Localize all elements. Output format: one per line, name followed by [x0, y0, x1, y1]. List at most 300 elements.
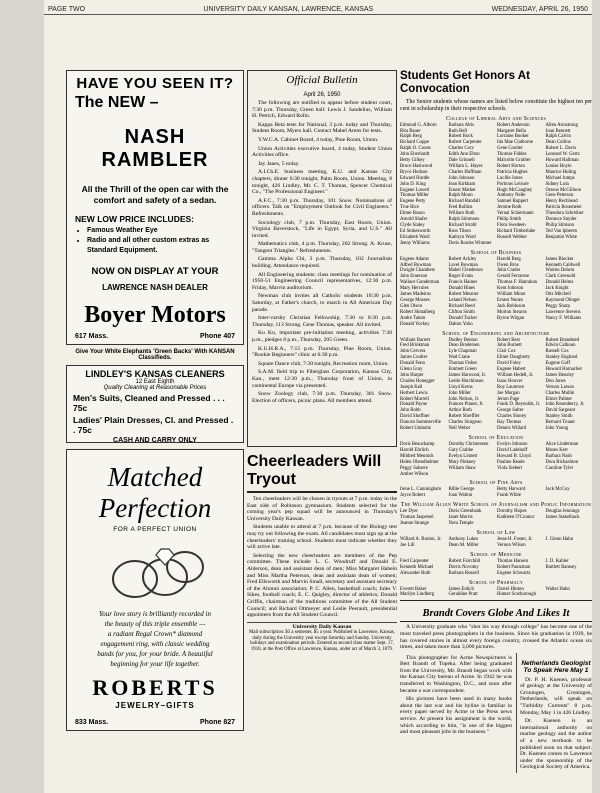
bulletin-title: Official Bulletin: [286, 74, 358, 86]
brandt-columns: [400, 653, 592, 773]
honoree-name: Glen Olson: [400, 303, 422, 309]
honoree-name: William Minor: [497, 292, 526, 298]
nash-address: 617 Mass.: [75, 333, 109, 340]
honoree-name: Wad Crane: [448, 355, 470, 361]
honoree-name: Bruce Haslwood: [400, 163, 433, 169]
nash-company: Boyer Motors: [84, 302, 226, 328]
honoree-name: Marilyn Lindberg: [400, 592, 435, 598]
honoree-name: Elmer Russo: [400, 211, 425, 217]
lindley-price-dresses: Ladies' Plain Dresses, Cl. and Pressed . . 75c: [73, 415, 234, 435]
honoree-name: Robert Best: [497, 337, 520, 343]
page-header: [44, 4, 592, 15]
honoree-list: [400, 257, 592, 328]
lindley-address: 12 East Eighth: [135, 379, 175, 385]
roberts-copy-line: bands for you, for your bride. A beautiful: [97, 650, 213, 658]
honoree-name: Jesse H. Foster, Jr.: [497, 536, 533, 542]
honoree-name: Clair Cox: [497, 349, 516, 355]
honoree-name: Vernal Schiermann: [497, 211, 534, 217]
honoree-name: Walter Hahn: [545, 586, 570, 592]
official-bulletin: [247, 70, 397, 447]
honoree-name: Byron Wirgan: [497, 315, 525, 321]
nash-the-new: The NEW –: [75, 94, 159, 111]
honoree-name: Dora Richardson: [545, 459, 579, 465]
honoree-list: [400, 338, 592, 433]
cheerleaders-article: [247, 453, 397, 653]
honoree-name: Neil Weber: [448, 426, 471, 432]
honoree-name: Ruth Bell: [448, 128, 468, 134]
geologist-article: [516, 653, 592, 773]
honoree-name: Thomas Miller: [400, 193, 429, 199]
nash-thrill: All the Thrill of the open car with the comfort and safety of a sedan.: [81, 184, 229, 205]
honoree-name: Howard Harnacher: [545, 367, 583, 373]
honoree-name: Charles Cory: [448, 146, 474, 152]
honoree-name: Owen Bros: [497, 262, 519, 268]
bulletin-item: A.F.C., 7:30 p.m. Thursday, 101 Snow. Nominations of officers. Talk on "Employment Outlook for Civil Engineers." Refreshments.: [252, 197, 392, 217]
honoree-name: Dorothy Christensen: [448, 442, 489, 447]
lindley-name: LINDLEY'S KANSAS CLEANERS: [85, 369, 225, 379]
roberts-copy: [75, 609, 235, 669]
bulletin-item: Y.W.C.A. Cabinet Board, 4 today, Pine Room, Union.: [258, 136, 379, 143]
bulletin-item: Inter-varsity Christian Fellowship, 7:30 to 8:30 p.m. Thursday, 113 Strong. Gene Thomas, speaker. All invited.: [252, 315, 392, 328]
roberts-copy-line: a radiant Regal Crown* diamond: [107, 630, 203, 638]
honoree-name: Evelyn Linnett: [448, 453, 478, 459]
bulletin-item: The following are notified to appear before student court, 7:30 p.m. Thursday, Green hall: Lewis J. Sandelius, William H. Petrich, Edward Rollo.: [252, 100, 392, 120]
article-paragraph: Ten cheerleaders will be chosen in tryouts at 7 p.m. today in the East side of Robinson gymnasium. Students selected for the coming year's pep squad will be announced in Thursday's University Daily Kansan.: [247, 496, 397, 522]
honoree-name: Eugene Adams: [400, 256, 429, 262]
honoree-name: Don Jones: [545, 378, 566, 384]
honoree-name: Joan Walton: [448, 493, 473, 499]
school-heading: School of Pharmacy: [468, 579, 524, 586]
honoree-name: James Harwood, Jr.: [448, 372, 487, 378]
honoree-name: Peggy Sabarre: [400, 465, 428, 471]
honoree-name: Elmer Daugherty: [497, 355, 531, 361]
honoree-name: Benjamin White: [545, 234, 577, 240]
honoree-name: Robert Carpenter: [448, 140, 482, 146]
honoree-name: John Nelson, Jr.: [448, 396, 480, 402]
honoree-name: Clifton Smith: [448, 309, 475, 315]
bulletin-item: Union Activities executive board, 4 today, Student Union Activities office.: [252, 145, 392, 159]
honoree-name: Ida Mae Clatborne: [497, 140, 533, 146]
section-rule: [400, 621, 592, 622]
honoree-name: Francis Haines: [448, 280, 478, 286]
honoree-name: William Shaw: [448, 465, 476, 471]
honoree-name: Patricia Hughes: [497, 169, 528, 175]
honoree-name: Robert L. Davis: [545, 146, 577, 152]
masthead-text: Mail subscription: $3 a semester, $5 a year. Published in Lawrence, Kansas, daily during the University year except Saturday and Sunday. University holidays and examination periods. Entered as second class matter Sept. 17, 1910, at the Post Office at Lawrence, Kansas, under act of March 3, 1879.: [249, 630, 395, 653]
honoree-name: Dorothy Hopes: [497, 509, 527, 515]
nash-headline: HAVE YOU SEEN IT?: [76, 75, 234, 92]
honoree-name: Dalton Yoho: [448, 321, 473, 327]
honoree-name: Harold Ehrlich: [400, 447, 429, 453]
roberts-type: JEWELRY–GIFTS: [115, 701, 195, 710]
honoree-name: Charles Sturgeon: [448, 420, 482, 426]
geologist-headline: Netherlands Geologist To Speak Here May 1: [521, 659, 591, 675]
bulletin-items: [252, 100, 392, 404]
honoree-name: Vernon Larson: [545, 384, 574, 390]
bulletin-item: Ku Ku, important pre-initiation meeting, activities 7:30 p.m., pledges 8 p.m., Thursday, 205 Green.: [252, 330, 392, 343]
honoree-name: Sidney Lola: [545, 181, 569, 187]
honoree-name: Leslie Hutchinson: [448, 378, 484, 384]
honoree-name: Mabel Clendenon: [448, 268, 483, 274]
roberts-phone: Phone 827: [199, 719, 235, 726]
honoree-name: Edward Hurdle: [400, 175, 430, 181]
honoree-name: Robert Horton: [497, 163, 525, 169]
honoree-list: [400, 123, 592, 247]
honoree-name: Alice Linderman: [545, 442, 579, 447]
honoree-name: Kenneth Caldwell: [545, 262, 581, 268]
honoree-name: John Crader: [497, 268, 521, 274]
honoree-name: Dale Grinnell: [448, 158, 475, 164]
honoree-name: Kathryn Ward: [448, 234, 476, 240]
honoree-name: Ernest Nunez: [497, 297, 523, 303]
honoree-name: Allen Armstrong: [545, 122, 578, 128]
honoree-name: Vernon Wilson: [497, 542, 526, 548]
honoree-name: Everett Baker: [400, 586, 427, 592]
honoree-name: Darrel Hinton: [497, 586, 524, 592]
honoree-name: Ed Stokesworth: [400, 228, 431, 234]
bulletin-item: Gamma Alpha Chi, 3 p.m. Thursday, 102 Journalism building. Attendance required.: [252, 256, 392, 270]
nash-feature: • Radio and all other custom extras as Standard Equipment.: [87, 236, 235, 256]
honoree-name: Donald Payne: [400, 402, 428, 408]
honoree-name: Doris Roules Wimmer: [448, 240, 492, 246]
issue-date: WEDNESDAY, APRIL 26, 1950: [491, 5, 588, 13]
honoree-name: Lucille Jones: [497, 175, 523, 181]
honoree-name: Eugene Lowerl: [400, 187, 430, 193]
honoree-name: Morton Stearns: [497, 309, 527, 315]
honoree-name: Patricia Rosemeier: [545, 205, 582, 211]
honoree-name: Robert Brandsted: [545, 337, 580, 343]
honoree-name: Lloyd Kerns: [448, 384, 473, 390]
honoree-name: Dorance Snyder: [545, 217, 577, 223]
honoree-name: William Hedell, Jr.: [497, 372, 534, 378]
honoree-name: Richard Reed: [448, 303, 475, 309]
honoree-name: Dean Collins: [545, 140, 571, 146]
honoree-name: Charles Shorey: [497, 414, 527, 420]
honoree-name: Douglas Jennings: [545, 509, 580, 515]
cheerleaders-headline: Cheerleaders Will Tryout: [247, 453, 382, 488]
honoree-name: Gene Peterson: [545, 193, 574, 199]
honoree-name: Clark Greenold: [545, 274, 576, 280]
honoree-name: Eugene Petty: [400, 199, 426, 205]
honoree-name: Robert Mesmer: [448, 292, 479, 298]
honoree-name: Jerom Page: [497, 396, 520, 402]
diamond-icon: [156, 549, 174, 565]
honoree-name: George Salter: [497, 408, 524, 414]
brandt-article: [400, 600, 592, 773]
honoree-name: Willard A. Burton, Jr.: [400, 536, 442, 542]
bulletin-item: Newman club invites all Catholic students 10:30 p.m. Saturday, at Father's church, to march in All American Day parade.: [252, 293, 392, 313]
honoree-name: Nora Temple: [448, 521, 474, 527]
honoree-name: Philip Smith: [497, 217, 522, 223]
honoree-name: Ralph Berg: [400, 134, 422, 140]
nash-features-list: [75, 226, 235, 256]
bulletin-date: April 26, 1950: [303, 92, 341, 98]
honoree-name: Hugh McCaughey: [497, 187, 533, 193]
honoree-list: [400, 487, 592, 499]
newspaper-page: [44, 0, 592, 793]
honoree-name: Hunter Scarborough: [497, 592, 537, 598]
honoree-name: Malcolm Grubler: [497, 158, 531, 164]
honoree-name: Donald Tucker: [448, 315, 478, 321]
honoree-name: James Coulter: [400, 355, 428, 361]
honoree-name: Michael Jumps: [545, 175, 575, 181]
brandt-left-column: [400, 653, 512, 773]
honoree-name: Eugene Schwartz: [497, 570, 531, 576]
honoree-name: Thomas Hansen: [497, 558, 529, 564]
honoree-list: [400, 559, 592, 577]
roberts-copy-line: the beauty of this triple ensemble —: [104, 620, 206, 628]
wedding-rings-illustration: [95, 537, 215, 607]
honoree-name: Robert Bock: [448, 134, 473, 140]
honoree-name: Robert Shreffler: [448, 414, 480, 420]
honoree-name: Barbara Nash: [545, 453, 572, 459]
honoree-name: John Emerson: [400, 274, 428, 280]
honoree-name: Ralph O. Coons: [400, 146, 431, 152]
honoree-name: Emmett Green: [448, 367, 477, 373]
honoree-name: Doris Greenbank: [448, 509, 482, 515]
honoree-name: Janet Morris: [448, 515, 473, 521]
honoree-name: Jack Robinson: [497, 303, 526, 309]
honoree-name: Gerald Ferrarese: [497, 274, 530, 280]
honoree-name: Robert Ackley: [448, 256, 477, 262]
honoree-name: Bartlett Ramsey: [545, 564, 577, 570]
honoree-name: Gene Coulter: [497, 146, 523, 152]
honoree-name: James Blocker: [545, 256, 574, 262]
lindley-tagline: Quality Cleaning at Reasonable Prices: [103, 385, 207, 391]
article-paragraph: Selecting the new cheerleaders are members of the Pep committee. These include: L. C. Woodruff and Donald E. Alderson, dean and assistant dean of men; Miss Margaret Habein and Miss Martha Peterson, dean and assistant dean of women; Fred Ellsworth and Marvin Small, secretary and assistant secretary of the Alumni association; P. C. Allen, basketball coach; Jules V. Sikes, football coach; E. C. Quigley, director of athletics; Donald Griffin, chairman of the traditions committee of the All Student Council; and Richard Ottmeyer and Leslie Peerault, presidential appointees from the All Student Council.: [247, 552, 397, 619]
honoree-name: Barbara Russell: [448, 570, 480, 576]
honoree-name: Dwight Chambers: [400, 268, 436, 274]
lindley-price-suits: Men's Suits, Cleaned and Pressed . . . 75c: [73, 393, 225, 413]
article-paragraph: A University graduate who "shot his way through college" has become one of the most traveled press photographers in the business. Since his graduation in 1939, he has covered stories in almost every foreign country, crossed the Atlantic ocean six times, and taken more than 3,000 pictures.: [400, 624, 592, 651]
honoree-name: Joe Morgan: [497, 390, 520, 396]
honoree-name: Moses Kerr: [545, 447, 569, 453]
honoree-name: Kenneth Michael: [400, 564, 434, 570]
honoree-name: John Burnett: [497, 343, 522, 349]
honoree-name: Dorris Novotny: [448, 564, 479, 570]
honoree-name: Warren Dohrm: [545, 268, 575, 274]
roberts-brand: Matched Perfection: [98, 462, 212, 523]
honoree-name: Irene L. Cunningham: [400, 487, 442, 493]
honoree-name: David Shoffner: [400, 414, 430, 420]
honoree-name: Doris Beauchamp: [400, 442, 435, 447]
honoree-name: Philip Stimson: [545, 223, 574, 228]
honoree-name: Charles Honegger: [400, 378, 435, 384]
honoree-name: Kathleen O'Connor: [497, 515, 535, 521]
honoree-name: Alfred Bowman: [400, 262, 432, 268]
classifieds-line: Give Your White Elephants 'Green Backs' With KANSAN Classifieds.: [75, 349, 235, 361]
roberts-copy-line: engagement ring, with classic wedding: [100, 640, 210, 648]
honoree-name: True Rice: [400, 205, 419, 211]
article-paragraph: His pictures have been used in many books about the last war and his byline is familiar in every paper served by Acme or the Press news service. At present his assignment is the world, which according to him, "is one of the biggest and most pleasant jobs in the business.": [400, 696, 512, 736]
school-heading: The William Allen White School of Journalism and Public Information: [400, 502, 592, 509]
honoree-name: Jean Kirkham: [448, 181, 476, 187]
honors-column: [400, 70, 592, 773]
honoree-name: Arnold Shafer: [400, 217, 428, 223]
honoree-name: Helen Obendhelmer: [400, 459, 439, 465]
honoree-name: Howard B. Lloyd: [497, 453, 531, 459]
masthead-box: [247, 622, 397, 653]
honoree-name: Roger Evans: [448, 274, 474, 280]
honoree-name: Louise Hoyle: [545, 163, 572, 169]
roberts-address: 833 Mass.: [75, 719, 109, 726]
honoree-name: Jeanne Strange: [400, 521, 429, 527]
honoree-name: Lawrence Stevens: [545, 309, 581, 315]
honoree-name: Raymond Olinger: [545, 297, 581, 303]
honoree-name: Joan Bennett: [545, 128, 571, 134]
nash-dealer: LAWRENCE NASH DEALER: [102, 283, 208, 292]
roberts-copy-line: beginning for your life together.: [110, 660, 200, 668]
honoree-name: Ross Tilsen: [448, 228, 471, 234]
honoree-name: John Harper: [400, 372, 424, 378]
honoree-name: Mary Hercules: [400, 286, 429, 292]
honoree-name: Dean Brodersen: [448, 343, 480, 349]
ads-column: [66, 70, 244, 731]
bulletin-item: Mathematics club, 4 p.m. Thursday, 202 Strong. A. Kruse, "Tangent Triangles." Refreshments.: [252, 241, 392, 254]
honoree-name: Ralph Moon: [448, 193, 473, 199]
honoree-name: Jenny Williams: [400, 240, 430, 246]
honoree-name: Betty Harward: [497, 487, 526, 493]
honors-intro: The Senior students whose names are listed below constitute the highest ten per cent in scholarship in their respective schools.: [400, 99, 592, 112]
honoree-name: William Ruth: [448, 211, 475, 217]
page-number: PAGE TWO: [48, 5, 86, 13]
honoree-name: Dudley Benton: [448, 337, 478, 343]
honoree-name: Gary Crabbe: [448, 447, 474, 453]
honoree-name: John Miller: [448, 390, 471, 396]
school-heading: School of Business: [470, 249, 522, 256]
honoree-name: John Cervera: [400, 349, 426, 355]
honoree-name: Richard Randall: [448, 199, 480, 205]
honoree-name: Stanley Englund: [545, 355, 578, 361]
honoree-name: Dennis Willard: [497, 426, 527, 432]
honoree-name: Fred Carpenter: [400, 558, 429, 564]
newspaper-name: UNIVERSITY DAILY KANSAN, LAWRENCE, KANSAS: [203, 5, 374, 13]
honoree-name: Robert Umholtz: [400, 426, 432, 432]
honoree-name: David Sargeant: [545, 408, 576, 414]
honoree-name: Roy Laurence: [497, 384, 525, 390]
honoree-name: Anthony Nelle: [497, 193, 526, 199]
nash-phone: Phone 407: [199, 333, 235, 340]
honoree-name: Ralph Calvin: [545, 134, 571, 140]
headline-rule: [247, 491, 397, 493]
honoree-name: Edwin Calhoun: [545, 343, 576, 349]
honoree-name: Dean M. Miller: [448, 542, 479, 548]
honoree-name: Richard Coppe: [400, 140, 429, 146]
bulletin-item: Jay Janes, 5 today.: [258, 160, 300, 167]
honoree-name: Ray Thomas: [497, 420, 522, 426]
article-paragraph: Students unable to attend at 7 p.m. because of the Biology test may try out following the exam. All candidates must sign up at the cheerleaders' training school. Students must indicate whether they will arrive late.: [247, 524, 397, 551]
honors-article: [400, 70, 592, 598]
honors-schools: [400, 116, 592, 599]
honoree-name: Charles Huffman: [448, 169, 482, 175]
roberts-copy-line: Your love story is brilliantly recorded in: [99, 610, 211, 618]
bulletin-item: A.I.Ch.E. business meeting, K.U. and Kansas City chapters, dinner 6:30 tonight, Palm Room, Union. Meeting, 8 tonight, 426 Lindley, Mr. C. T. Thomas, Spencer Chemical Co., "The Professional Engineer.": [252, 169, 392, 196]
bulletin-item: S.A.M. field trip to Fiberglass Corporation, Kansas City, Kan., meet 12:30 p.m., Thursday front of Union, in continental Europe via presented.: [252, 369, 392, 389]
honoree-name: Harold Berg: [497, 256, 521, 262]
honoree-name: Joseph Keil: [400, 384, 423, 390]
honoree-name: Donald Fenn: [400, 361, 425, 367]
honoree-name: Geraldine Pratt: [448, 592, 478, 598]
nash-now-on-display: NOW ON DISPLAY AT YOUR: [91, 266, 219, 277]
honoree-name: Richard Strobl: [448, 223, 477, 228]
honoree-name: David Foley: [497, 361, 521, 367]
honoree-name: Eugene Goff: [545, 361, 571, 367]
honoree-name: Donald Hines: [448, 286, 476, 292]
honoree-name: Kent Johnson: [497, 286, 524, 292]
honoree-name: James Madeiros: [400, 292, 432, 298]
honoree-name: Lorraine Booker: [497, 134, 529, 140]
honoree-name: George Mosses: [400, 297, 430, 303]
honoree-name: Frank D. Reynolds, Jr.: [497, 402, 541, 408]
honoree-name: Edmond G. Alborn: [400, 122, 437, 128]
lindley-terms: CASH AND CARRY ONLY: [113, 437, 197, 444]
honoree-name: Richard Timberlake: [497, 228, 536, 234]
honoree-name: J. D. Kahler: [545, 558, 569, 564]
honoree-name: John Johnson: [448, 175, 475, 181]
honoree-name: Arthur Roth: [448, 408, 472, 414]
nash-features-head: NEW LOW PRICE INCLUDES:: [75, 214, 194, 224]
honoree-name: Barbara Altis: [448, 122, 474, 128]
honoree-name: John Young: [545, 426, 569, 432]
honoree-name: Donald Helms: [545, 280, 574, 286]
honoree-name: John Eberhardt: [400, 152, 430, 158]
honoree-name: Ted Van Ipberen: [545, 228, 578, 234]
honoree-name: Lavel Bowman: [448, 262, 478, 268]
honoree-name: John Rosenberry, Jr.: [545, 402, 585, 408]
honoree-name: Elizabeth Ward: [400, 234, 430, 240]
honoree-name: Eugene Habert: [497, 367, 526, 373]
honoree-list: [400, 442, 592, 477]
honoree-name: Elmer Palmer: [545, 396, 573, 402]
honoree-name: Henry Rechhead: [545, 199, 578, 205]
honoree-name: Stanley Smith: [545, 414, 573, 420]
school-heading: School of Education: [468, 435, 524, 441]
honoree-list: [400, 537, 592, 549]
honoree-name: Joe Lill: [400, 542, 415, 548]
nash-feature: • Famous Weather Eye: [87, 226, 235, 236]
honoree-name: Clyde Staley: [400, 223, 425, 228]
roberts-for-union: FOR A PERFECT UNION: [113, 526, 197, 533]
honoree-name: Robert Anderson: [497, 122, 530, 128]
school-heading: School of Fine Arts: [469, 480, 523, 487]
honoree-name: Jack Knight: [545, 286, 569, 292]
honoree-name: Leonard W. Gertz: [545, 152, 580, 158]
honoree-name: Herbert Lewis: [400, 390, 428, 396]
honoree-name: Pauline Reade: [497, 459, 525, 465]
honoree-name: Robert Pautzman: [497, 564, 531, 570]
honoree-name: Thomas F. Hanrahan: [497, 280, 537, 286]
section-rule: [400, 600, 592, 601]
honoree-name: Edith Ann Elton: [448, 152, 480, 158]
honoree-name: Thomas Fisher: [448, 361, 478, 367]
bulletin-item: Sociology club, 7 p.m. Thursday, East Room, Union. Virginia Baverstock, "Life in Egypt, Syria, and U.S." All invited.: [252, 219, 392, 239]
honoree-name: Robert Murrell: [400, 396, 429, 402]
honoree-name: Bernard Truaut: [545, 420, 575, 426]
honoree-name: Thomas Fiddes: [497, 152, 527, 158]
honoree-name: Peggy Sharp: [545, 303, 570, 309]
honoree-name: William Barrett: [400, 337, 431, 343]
honoree-name: Andre Tatum: [400, 315, 426, 321]
honoree-name: Howard Hallman: [545, 158, 579, 164]
school-heading: School of Medicine: [470, 551, 522, 558]
honoree-name: John D. King: [400, 181, 426, 187]
bulletin-item: Snow Zoology club, 7:30 p.m. Thursday, 301 Snow. Election of officers, picnic plans. All members attend.: [252, 391, 392, 404]
article-paragraph: Dr. Kuenen is an international authority on marine geology and the author of a new textbook to be published soon on that subject. Dr. Kuenen comes to Lawrence under the sponsorship of the Geological Society of America.: [520, 718, 592, 771]
honoree-name: Fred Rollins: [448, 205, 473, 211]
lindley-cleaners-ad: [66, 365, 244, 443]
honoree-name: Russell Cox: [545, 349, 569, 355]
honoree-name: James Stakelback: [545, 515, 580, 521]
